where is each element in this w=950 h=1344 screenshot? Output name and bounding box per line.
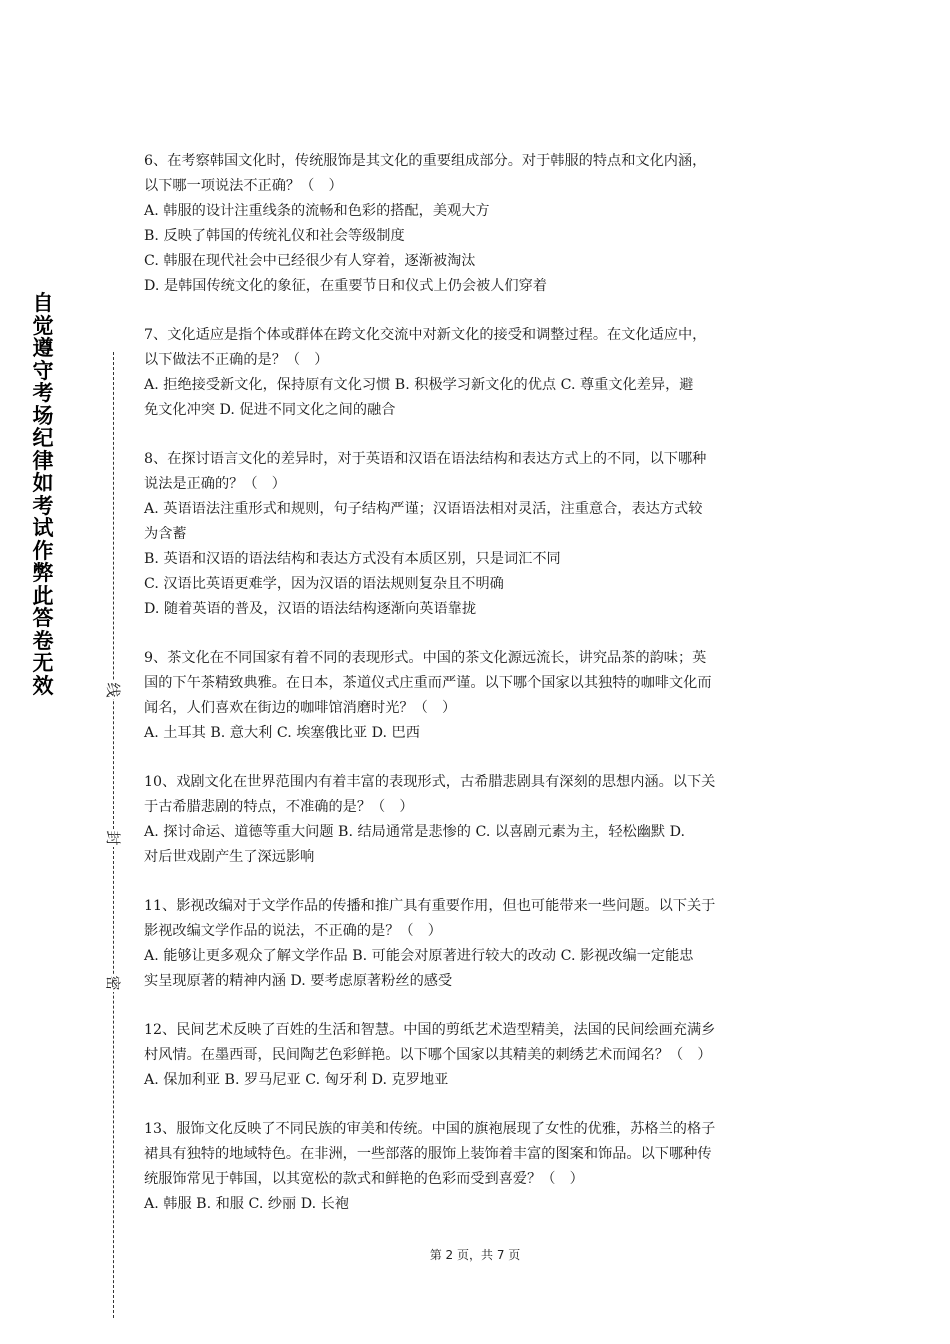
question-option-line: A. 保加利亚 B. 罗马尼亚 C. 匈牙利 D. 克罗地亚 bbox=[144, 1072, 449, 1088]
question-stem-line: 11、影视改编对于文学作品的传播和推广具有重要作用，但也可能带来一些问题。以下关于 bbox=[144, 898, 716, 914]
question-stem-line: 8、在探讨语言文化的差异时，对于英语和汉语在语法结构和表达方式上的不同，以下哪种 bbox=[144, 451, 707, 467]
question-stem-line: 国的下午茶精致典雅。在日本，茶道仪式庄重而严谨。以下哪个国家以其独特的咖啡文化而 bbox=[144, 675, 712, 691]
question-stem-line: 影视改编文学作品的说法，不正确的是？（ ） bbox=[144, 923, 442, 939]
page-footer bbox=[0, 1246, 950, 1263]
question-stem-line: 说法是正确的？（ ） bbox=[144, 476, 286, 492]
question-10 bbox=[144, 770, 810, 870]
question-stem-line: 村风情。在墨西哥，民间陶艺色彩鲜艳。以下哪个国家以其精美的刺绣艺术而闻名？（ ） bbox=[144, 1047, 712, 1063]
question-option-line: A. 韩服 B. 和服 C. 纱丽 D. 长袍 bbox=[144, 1196, 349, 1212]
binding-label-seal: 封 bbox=[104, 830, 122, 846]
question-12 bbox=[144, 1018, 810, 1093]
question-13 bbox=[144, 1117, 810, 1217]
question-option-line: D. 是韩国传统文化的象征，在重要节日和仪式上仍会被人们穿着 bbox=[144, 278, 547, 294]
question-option-line: C. 韩服在现代社会中已经很少有人穿着，逐渐被淘汰 bbox=[144, 253, 476, 269]
question-option-line: A. 土耳其 B. 意大利 C. 埃塞俄比亚 D. 巴西 bbox=[144, 725, 420, 741]
question-stem-line: 6、在考察韩国文化时，传统服饰是其文化的重要组成部分。对于韩服的特点和文化内涵， bbox=[144, 153, 707, 169]
question-stem-line: 以下做法不正确的是？（ ） bbox=[144, 352, 329, 368]
question-option-line: A. 能够让更多观众了解文学作品 B. 可能会对原著进行较大的改动 C. 影视改编一定能忠 bbox=[144, 948, 694, 964]
question-option-line: 实呈现原著的精神内涵 D. 要考虑原著粉丝的感受 bbox=[144, 973, 453, 989]
question-11 bbox=[144, 894, 810, 994]
question-7 bbox=[144, 323, 810, 423]
question-option-line: D. 随着英语的普及，汉语的语法结构逐渐向英语靠拢 bbox=[144, 601, 477, 617]
question-stem-line: 7、文化适应是指个体或群体在跨文化交流中对新文化的接受和调整过程。在文化适应中， bbox=[144, 327, 707, 343]
question-stem-line: 统服饰常见于韩国，以其宽松的款式和鲜艳的色彩而受到喜爱？（ ） bbox=[144, 1171, 584, 1187]
question-stem-line: 以下哪一项说法不正确？（ ） bbox=[144, 178, 343, 194]
binding-label-line: 线 bbox=[104, 682, 122, 698]
question-8 bbox=[144, 447, 810, 622]
question-option-line: A. 英语语法注重形式和规则，句子结构严谨；汉语语法相对灵活，注重意合，表达方式较 bbox=[144, 501, 703, 517]
binding-label-secret: 密 bbox=[104, 975, 122, 991]
question-option-line: A. 韩服的设计注重线条的流畅和色彩的搭配，美观大方 bbox=[144, 203, 490, 219]
question-option-line: A. 拒绝接受新文化，保持原有文化习惯 B. 积极学习新文化的优点 C. 尊重文化差异，避 bbox=[144, 377, 694, 393]
question-stem-line: 12、民间艺术反映了百姓的生活和智慧。中国的剪纸艺术造型精美，法国的民间绘画充满乡 bbox=[144, 1022, 716, 1038]
question-option-line: A. 探讨命运、道德等重大问题 B. 结局通常是悲惨的 C. 以喜剧元素为主，轻松幽默 D. bbox=[144, 824, 685, 840]
question-9 bbox=[144, 646, 810, 746]
question-stem-line: 裙具有独特的地域特色。在非洲，一些部落的服饰上装饰着丰富的图案和饰品。以下哪种传 bbox=[144, 1146, 712, 1162]
question-option-line: B. 反映了韩国的传统礼仪和社会等级制度 bbox=[144, 228, 405, 244]
question-option-line: 免文化冲突 D. 促进不同文化之间的融合 bbox=[144, 402, 396, 418]
question-6 bbox=[144, 149, 810, 299]
question-option-line: B. 英语和汉语的语法结构和表达方式没有本质区别，只是词汇不同 bbox=[144, 551, 561, 567]
question-stem-line: 13、服饰文化反映了不同民族的审美和传统。中国的旗袍展现了女性的优雅，苏格兰的格子 bbox=[144, 1121, 716, 1137]
question-stem-line: 闻名，人们喜欢在街边的咖啡馆消磨时光？（ ） bbox=[144, 700, 457, 716]
question-option-line: C. 汉语比英语更难学，因为汉语的语法规则复杂且不明确 bbox=[144, 576, 504, 592]
question-stem-line: 于古希腊悲剧的特点，不准确的是？（ ） bbox=[144, 799, 414, 815]
exam-discipline-notice: 自觉遵守考场纪律如考试作弊此答卷无效 bbox=[32, 291, 54, 698]
question-stem-line: 10、戏剧文化在世界范围内有着丰富的表现形式，古希腊悲剧具有深刻的思想内涵。以下关 bbox=[144, 774, 716, 790]
question-list bbox=[144, 149, 810, 1217]
question-option-line: 对后世戏剧产生了深远影响 bbox=[144, 849, 315, 865]
question-stem-line: 9、茶文化在不同国家有着不同的表现形式。中国的茶文化源远流长，讲究品茶的韵味；英 bbox=[144, 650, 707, 666]
question-option-line: 为含蓄 bbox=[144, 526, 187, 542]
page-number: 第 2 页，共 7 页 bbox=[429, 1248, 521, 1262]
